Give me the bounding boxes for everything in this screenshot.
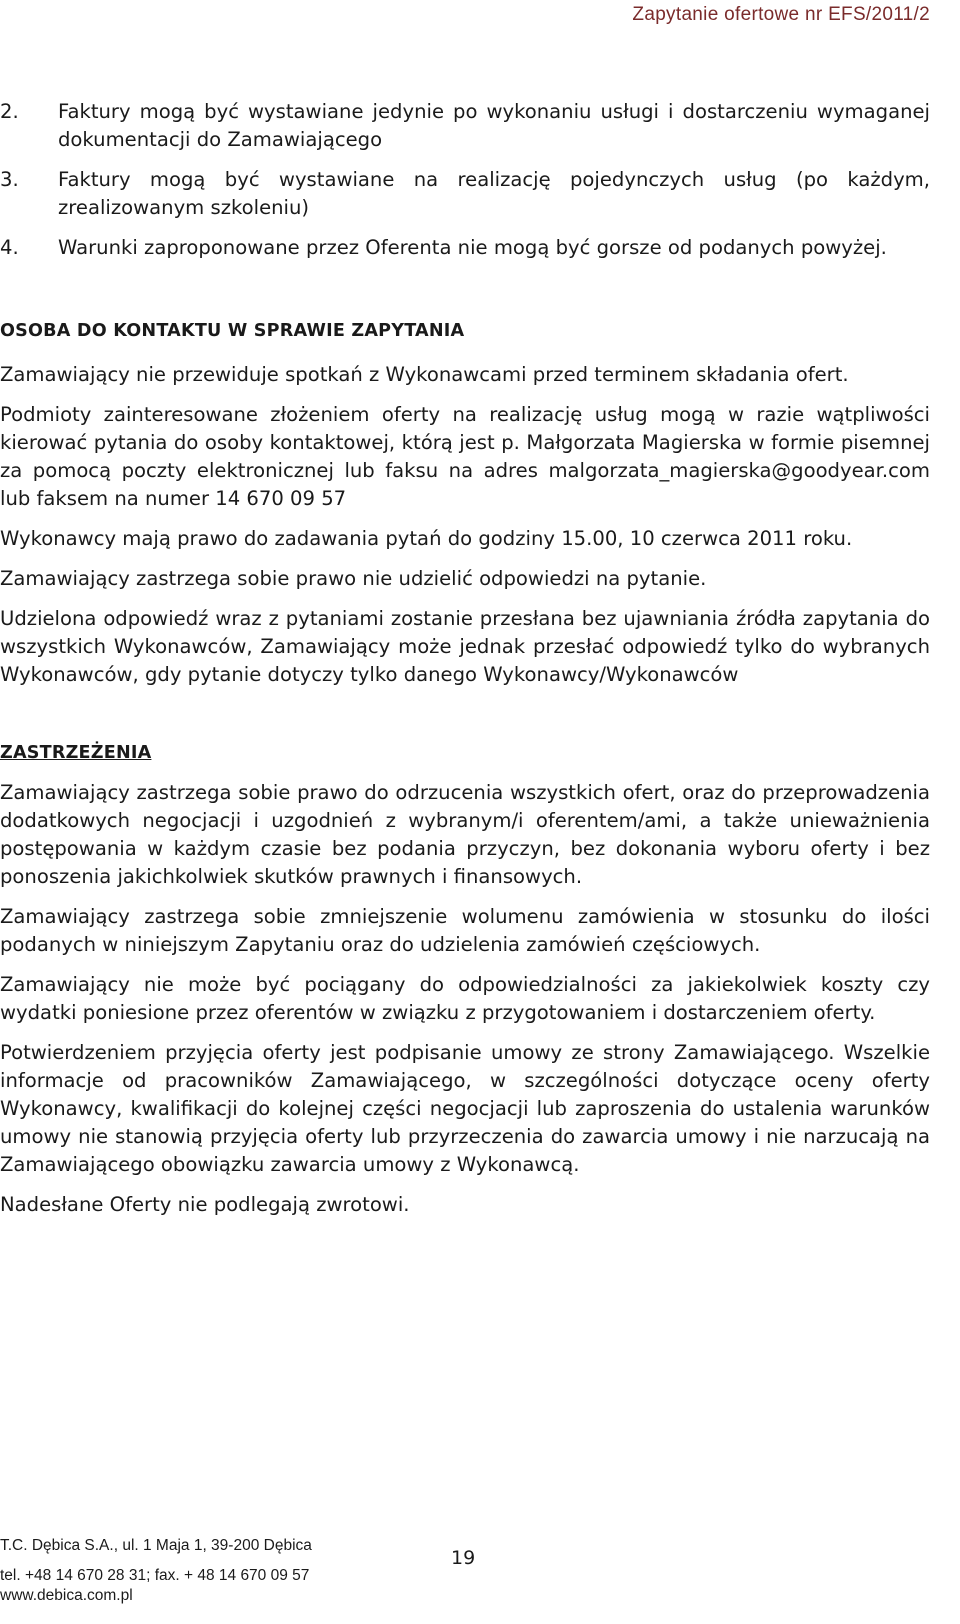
list-item-2 — [0, 98, 930, 154]
reservations-paragraph-1: Zamawiający zastrzega sobie prawo do odrzucenia wszystkich ofert, oraz do przeprowadzenia dodatkowych negocjacji i uzgodnień z wybranym/i oferentem/ami, a także unieważnienia postępowania w każdym czasie bez podania przyczyn, bez dokonania wyboru oferty i bez ponoszenia jakichkolwiek skutków prawnych i finansowych. — [0, 781, 930, 888]
contact-paragraph-3: Wykonawcy mają prawo do zadawania pytań do godziny 15.00, 10 czerwca 2011 roku. — [0, 527, 853, 550]
footer-company: T.C. Dębica S.A., ul. 1 Maja 1, 39-200 Dębica — [0, 1537, 312, 1554]
list-number: 3. — [0, 168, 19, 191]
contact-paragraph-1: Zamawiający nie przewiduje spotkań z Wykonawcami przed terminem składania ofert. — [0, 363, 849, 386]
list-item-3 — [0, 166, 930, 222]
list-number: 4. — [0, 236, 19, 259]
list-text: Faktury mogą być wystawiane na realizację pojedynczych usług (po każdym, zrealizowanym szkoleniu) — [58, 168, 930, 219]
list-text: Warunki zaproponowane przez Oferenta nie mogą być gorsze od podanych powyżej. — [58, 236, 887, 259]
document-header-title: Zapytanie ofertowe nr EFS/2011/2 — [632, 4, 930, 25]
page-number: 19 — [451, 1547, 476, 1569]
contact-paragraph-2: Podmioty zainteresowane złożeniem oferty na realizację usług mogą w razie wątpliwości kierować pytania do osoby kontaktowej, którą jest p. Małgorzata Magierska w formie pisemnej za pomocą poczty elektronicznej lub faksu na adres malgorzata_magierska@goodyear.com lub faksem na numer 14 670 09 57 — [0, 403, 930, 510]
contact-paragraph-5: Udzielona odpowiedź wraz z pytaniami zostanie przesłana bez ujawniania źródła zapytania do wszystkich Wykonawców, Zamawiający może jednak przesłać odpowiedź tylko do wybranych Wykonawców, gdy pytanie dotyczy tylko danego Wykonawcy/Wykonawców — [0, 607, 930, 686]
list-item-4 — [0, 234, 930, 262]
footer-phone: tel. +48 14 670 28 31; fax. + 48 14 670 09 57 — [0, 1567, 310, 1584]
list-number: 2. — [0, 100, 19, 123]
list-text: Faktury mogą być wystawiane jedynie po wykonaniu usługi i dostarczeniu wymaganej dokumentacji do Zamawiającego — [58, 100, 930, 151]
contact-heading: OSOBA DO KONTAKTU W SPRAWIE ZAPYTANIA — [0, 321, 465, 341]
contact-paragraph-4: Zamawiający zastrzega sobie prawo nie udzielić odpowiedzi na pytanie. — [0, 567, 707, 590]
reservations-paragraph-3: Zamawiający nie może być pociągany do odpowiedzialności za jakiekolwiek koszty czy wydatki poniesione przez oferentów w związku z przygotowaniem i dostarczeniem oferty. — [0, 973, 930, 1024]
reservations-paragraph-5: Nadesłane Oferty nie podlegają zwrotowi. — [0, 1193, 410, 1216]
page-footer — [0, 1537, 312, 1604]
footer-website-link[interactable]: www.debica.com.pl — [0, 1587, 133, 1604]
reservations-paragraph-4: Potwierdzeniem przyjęcia oferty jest podpisanie umowy ze strony Zamawiającego. Wszelkie informacje od pracowników Zamawiającego, w szczególności dotyczące oceny oferty Wykonawcy, kwalifikacji do kolejnej części negocjacji lub zaproszenia do ustalenia warunków umowy nie stanowią przyjęcia oferty lub przyrzeczenia do zawarcia umowy i nie narzucają na Zamawiającego obowiązku zawarcia umowy z Wykonawcą. — [0, 1041, 930, 1176]
reservations-heading: ZASTRZEŻENIA — [0, 743, 152, 763]
reservations-paragraph-2: Zamawiający zastrzega sobie zmniejszenie wolumenu zamówienia w stosunku do ilości podanych w niniejszym Zapytaniu oraz do udzielenia zamówień częściowych. — [0, 905, 930, 956]
document-body — [0, 98, 930, 1219]
